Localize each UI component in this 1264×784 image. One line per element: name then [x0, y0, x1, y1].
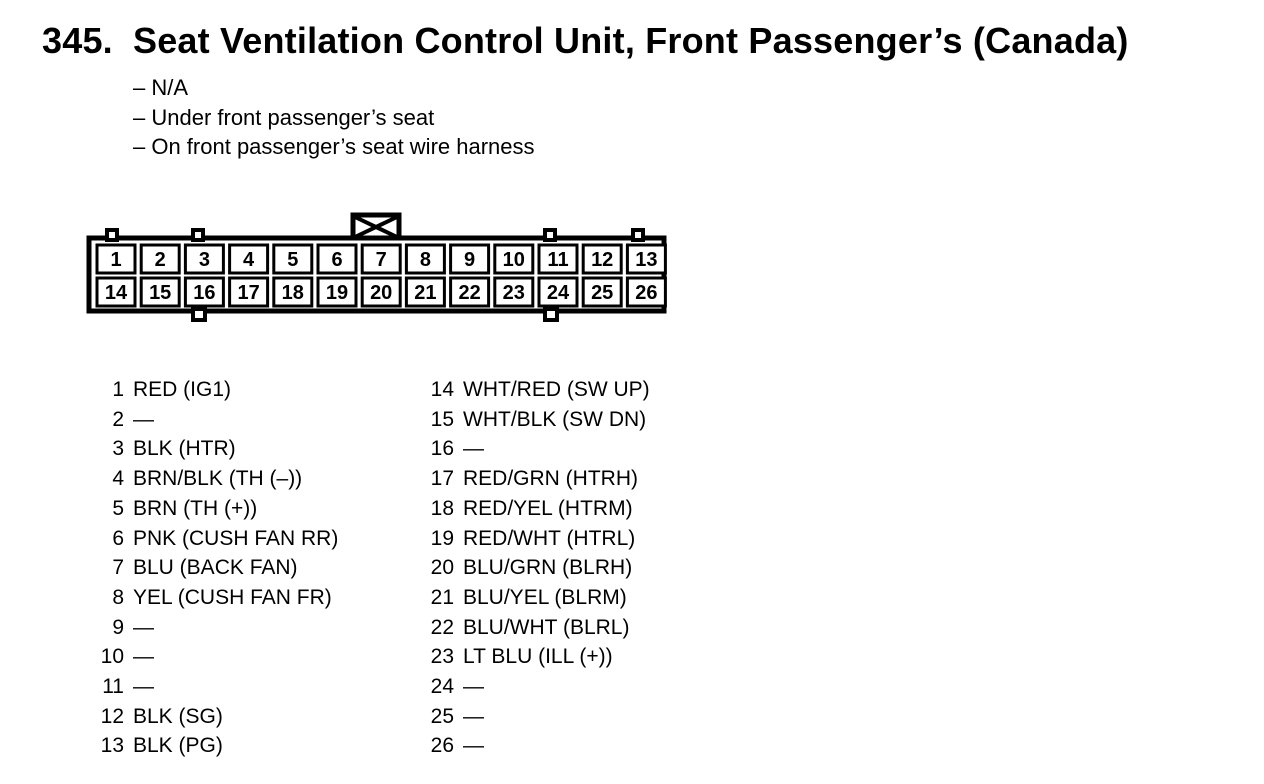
location-notes [133, 73, 535, 162]
pin-description: BLU/YEL (BLRM) [463, 585, 627, 609]
pin-list-right [420, 375, 650, 761]
pin-number: 18 [430, 496, 454, 520]
pin-number: 10 [100, 645, 124, 669]
pin-row [90, 524, 338, 554]
key-bottom-16 [193, 309, 205, 320]
cavity-label-4: 4 [243, 249, 255, 271]
pin-row [420, 613, 650, 643]
pin-row [420, 642, 650, 672]
cavity-label-7: 7 [375, 249, 387, 271]
pin-row [420, 731, 650, 761]
pin-row [90, 375, 338, 405]
lock-tab [353, 215, 399, 238]
cavity-label-23: 23 [502, 282, 525, 304]
key-top-1 [107, 230, 117, 240]
pin-number: 23 [430, 645, 454, 669]
pin-description: — [133, 675, 154, 699]
pin-description: WHT/BLK (SW DN) [463, 407, 647, 431]
pin-description: WHT/RED (SW UP) [463, 378, 650, 401]
pin-number: 15 [430, 407, 454, 431]
pin-row [90, 464, 338, 494]
pin-row [90, 553, 338, 583]
cavity-label-20: 20 [370, 282, 393, 304]
pin-row [420, 553, 650, 583]
pin-description: RED (IG1) [133, 378, 232, 401]
pin-number: 7 [112, 556, 124, 580]
cavity-label-1: 1 [110, 249, 122, 271]
pin-number: 13 [100, 734, 124, 758]
pin-row [90, 434, 338, 464]
cavity-label-16: 16 [193, 282, 216, 304]
pin-number: 2 [112, 407, 124, 431]
pin-list-left [90, 375, 338, 761]
cavity-label-22: 22 [458, 282, 481, 304]
pin-description: BLU/GRN (BLRH) [463, 556, 633, 580]
pin-number: 5 [112, 496, 124, 520]
cavity-label-13: 13 [635, 249, 658, 271]
cavity-label-21: 21 [414, 282, 437, 304]
pin-number: 3 [112, 437, 124, 461]
pin-number: 12 [100, 704, 124, 728]
pin-description: BLU (BACK FAN) [133, 556, 298, 580]
title-number: 345. [42, 20, 113, 61]
pin-row [420, 672, 650, 702]
pin-row [90, 494, 338, 524]
pin-description: BLK (SG) [133, 704, 223, 728]
location-line: – N/A [133, 75, 189, 100]
key-bottom-24 [545, 309, 557, 320]
pin-row [90, 613, 338, 643]
pin-number: 22 [430, 615, 454, 639]
cavity-label-15: 15 [149, 282, 172, 304]
pin-row [90, 731, 338, 761]
cavity-label-18: 18 [281, 282, 304, 304]
cavity-label-5: 5 [287, 249, 299, 271]
connector-face-diagram [85, 212, 675, 327]
page-title [42, 20, 1129, 62]
pin-description: RED/GRN (HTRH) [463, 467, 638, 491]
pin-description: RED/WHT (HTRL) [463, 526, 636, 550]
pin-number: 20 [430, 556, 454, 580]
cavity-label-12: 12 [591, 249, 614, 271]
pin-row [420, 434, 650, 464]
location-line: – On front passenger’s seat wire harness [133, 134, 535, 159]
pin-number: 24 [430, 675, 454, 699]
pin-description: — [133, 615, 154, 639]
pin-row [90, 405, 338, 435]
cavity-label-2: 2 [154, 249, 166, 271]
pin-description: — [463, 437, 484, 461]
pin-description: — [463, 734, 484, 758]
pin-description: — [463, 704, 484, 728]
pin-number: 21 [430, 585, 454, 609]
pin-description: — [463, 675, 484, 699]
pin-row [90, 583, 338, 613]
cavity-label-25: 25 [591, 282, 614, 304]
cavity-label-26: 26 [635, 282, 658, 304]
pin-number: 19 [430, 526, 454, 550]
cavity-label-14: 14 [104, 282, 128, 304]
pin-row [420, 464, 650, 494]
cavity-label-9: 9 [464, 249, 476, 271]
pin-number: 4 [112, 467, 124, 491]
pin-row [90, 702, 338, 732]
key-top-11 [545, 230, 555, 240]
pin-row [420, 524, 650, 554]
pin-number: 8 [112, 585, 124, 609]
pin-description: BRN/BLK (TH (–)) [133, 467, 303, 491]
cavity-label-10: 10 [502, 249, 525, 271]
cavity-label-8: 8 [419, 249, 431, 271]
pin-number: 9 [112, 615, 124, 639]
cavity-label-17: 17 [237, 282, 260, 304]
pin-description: — [133, 407, 154, 431]
pin-row [420, 375, 650, 405]
pin-number: 1 [112, 378, 124, 401]
pin-description: BRN (TH (+)) [133, 496, 258, 520]
pin-number: 17 [430, 467, 454, 491]
pin-description: BLK (PG) [133, 734, 223, 758]
pin-number: 25 [430, 704, 454, 728]
location-line: – Under front passenger’s seat [133, 104, 435, 130]
pin-row [420, 405, 650, 435]
pin-number: 16 [430, 437, 454, 461]
pin-description: BLU/WHT (BLRL) [463, 615, 630, 639]
pin-row [420, 494, 650, 524]
pin-row [90, 642, 338, 672]
key-top-3 [193, 230, 203, 240]
pin-row [90, 672, 338, 702]
key-top-13 [633, 230, 643, 240]
pin-number: 14 [430, 378, 454, 401]
pin-description: YEL (CUSH FAN FR) [133, 585, 332, 609]
cavity-label-19: 19 [325, 282, 349, 304]
pin-description: BLK (HTR) [133, 437, 236, 461]
cavity-label-6: 6 [331, 249, 343, 271]
pin-description: LT BLU (ILL (+)) [463, 645, 613, 669]
cavity-label-24: 24 [546, 282, 570, 304]
pin-description: — [133, 645, 154, 669]
title-text: Seat Ventilation Control Unit, Front Passenger’s (Canada) [133, 20, 1129, 61]
cavity-label-11: 11 [547, 249, 569, 271]
pin-number: 6 [112, 526, 124, 550]
pin-description: RED/YEL (HTRM) [463, 496, 633, 520]
pin-description: PNK (CUSH FAN RR) [133, 526, 339, 550]
cavity-label-3: 3 [198, 249, 210, 271]
pin-number: 11 [102, 675, 124, 699]
pin-row [420, 702, 650, 732]
pin-row [420, 583, 650, 613]
pin-number: 26 [430, 734, 454, 758]
